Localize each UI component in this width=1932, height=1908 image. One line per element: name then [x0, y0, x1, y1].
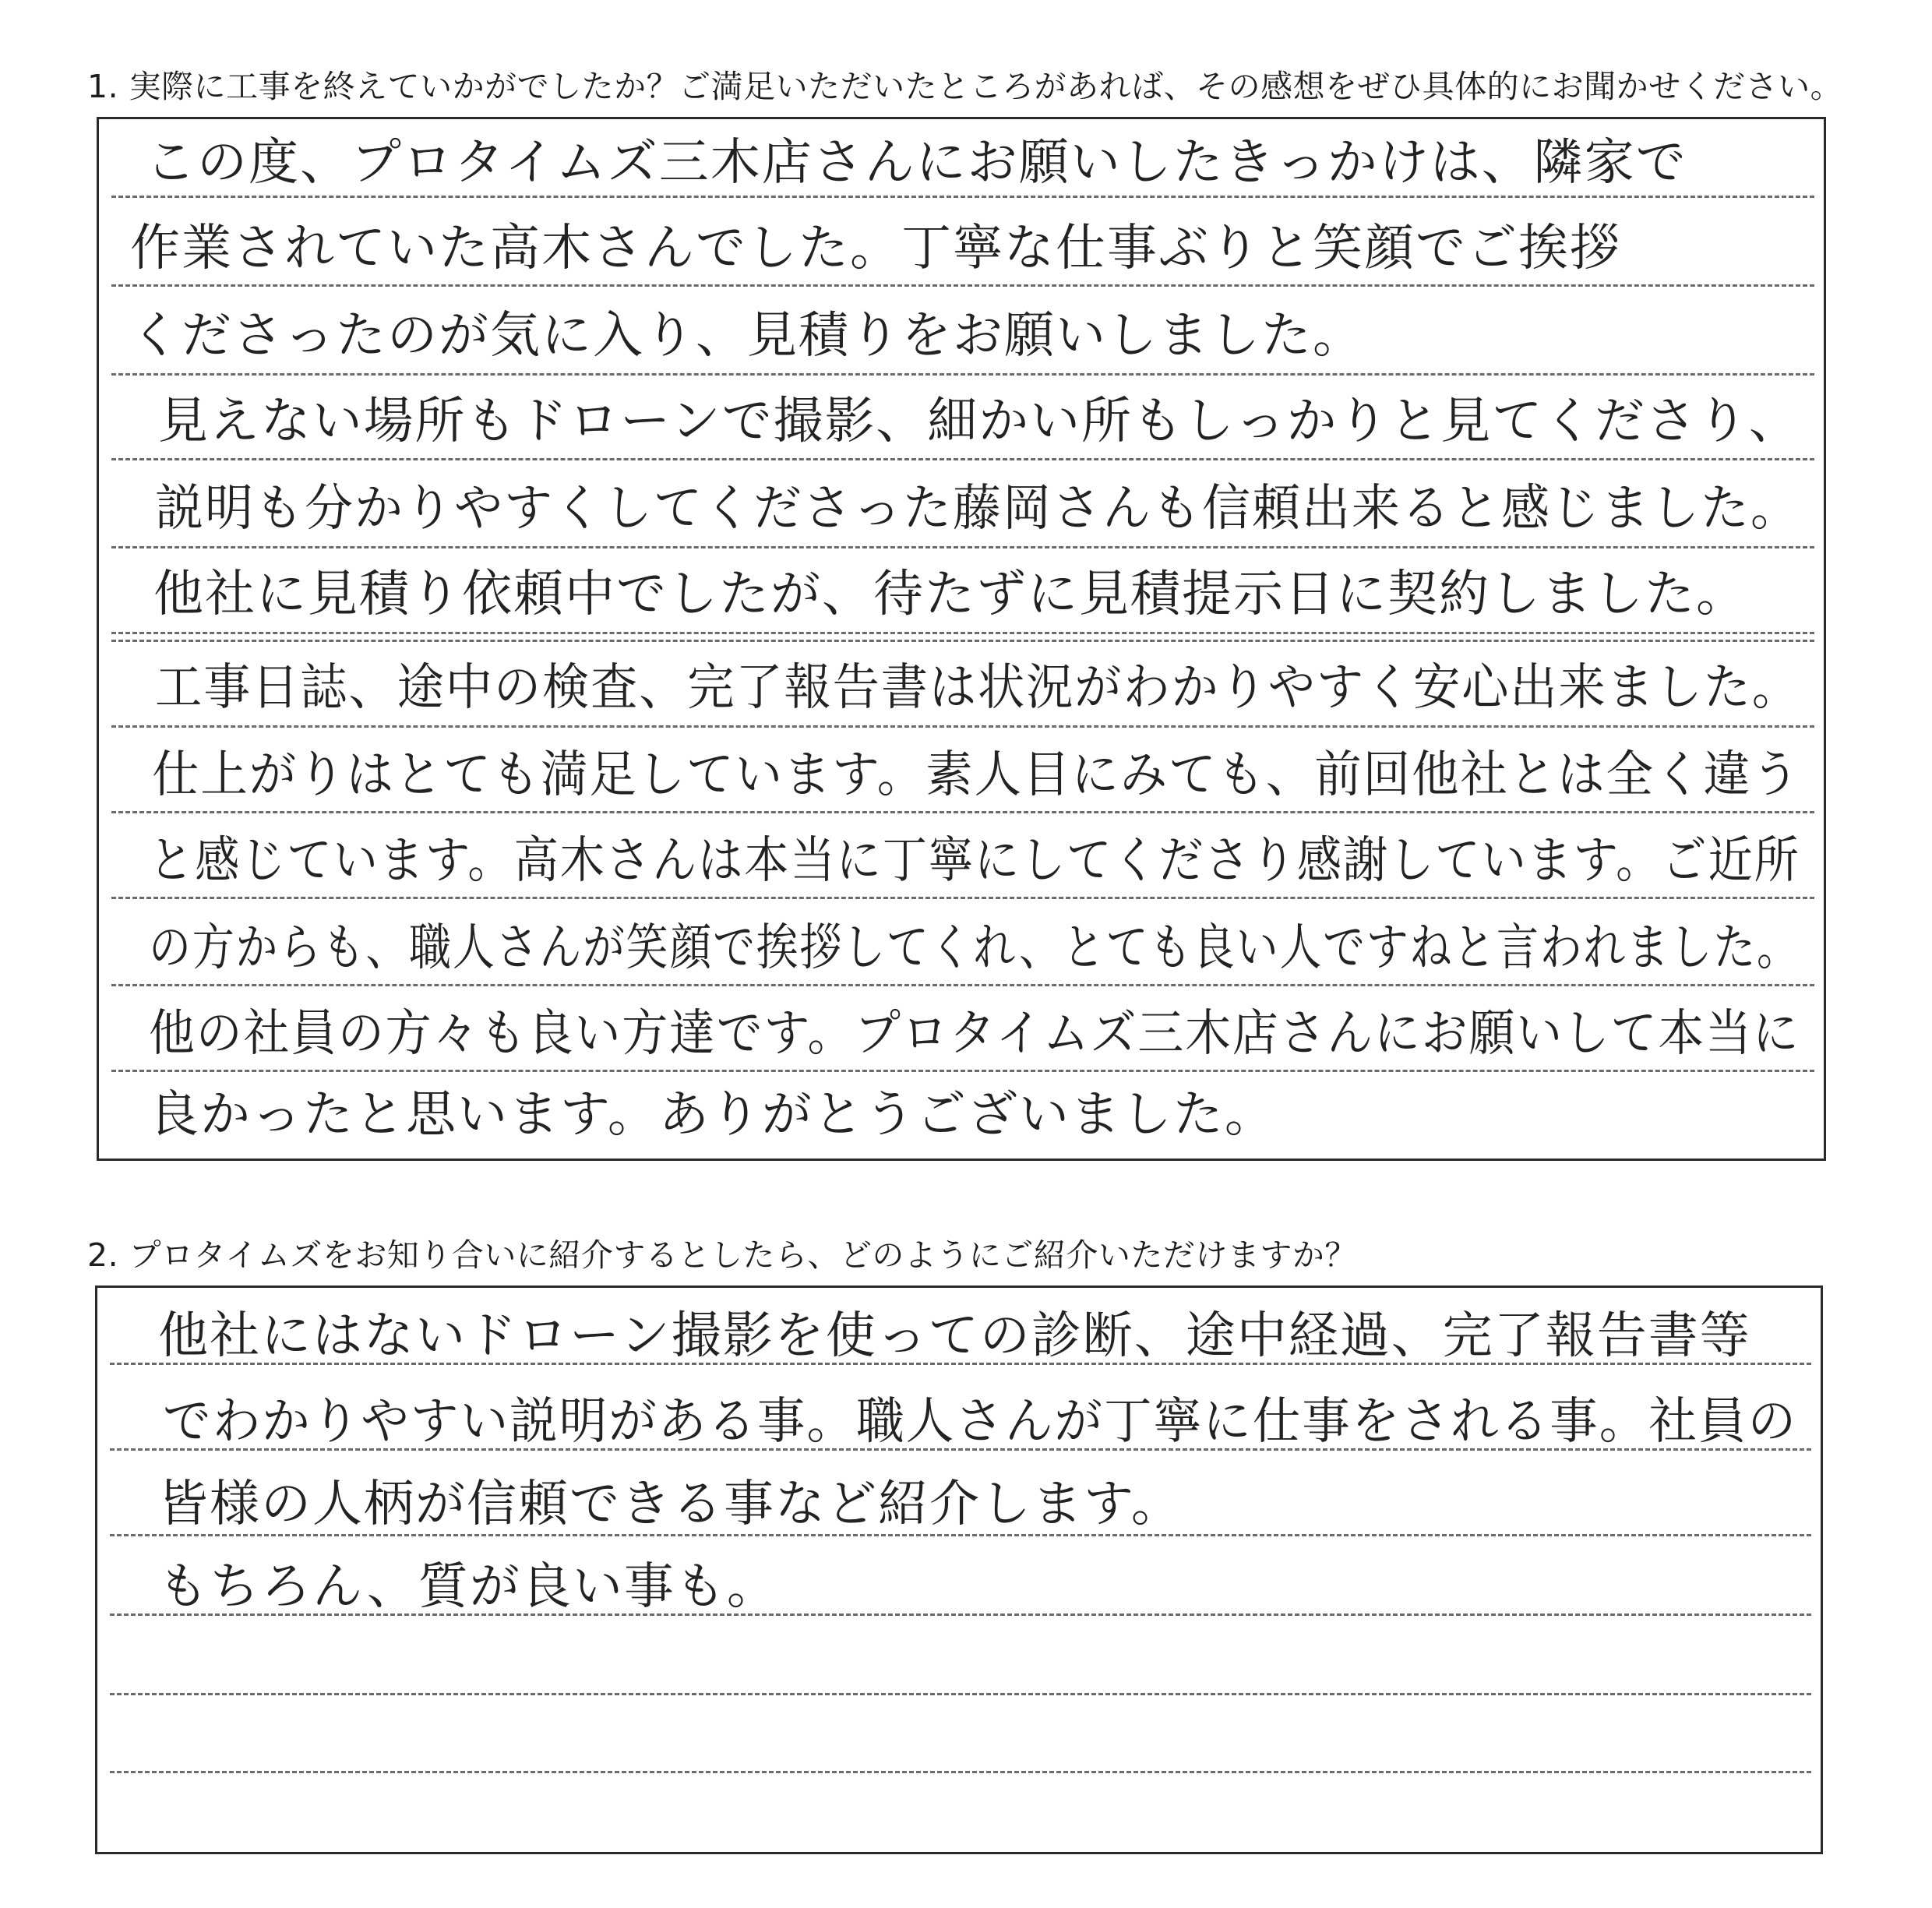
handwritten-line: 他の社員の方々も良い方達です。プロタイムズ三木店さんにお願いして本当に: [149, 1005, 1800, 1063]
ruled-line: [111, 640, 1814, 642]
handwritten-line: 説明も分かりやすくしてくださった藤岡さんも信頼出来ると感じました。: [155, 480, 1801, 538]
question-1-label: 1. 実際に工事を終えていかがでしたか？ご満足いただいたところがあれば、その感想をぜひ具体的にお聞かせください。: [87, 68, 1843, 105]
ruled-line: [111, 725, 1814, 728]
answer-1-box: [97, 117, 1826, 1161]
ruled-line: [111, 984, 1814, 986]
handwritten-line: 良かったと思います。ありがとうございました。: [149, 1086, 1276, 1144]
handwritten-line: 仕上がりはとても満足しています。素人目にみても、前回他社とは全く違う: [152, 746, 1800, 804]
handwritten-line: の方からも、職人さんが笑顔で挨拶してくれ、とても良い人ですねと言われました。: [149, 919, 1800, 977]
ruled-line: [110, 1771, 1811, 1773]
handwritten-line: と感じています。高木さんは本当に丁寧にしてくださり感謝しています。ご近所: [149, 832, 1800, 890]
ruled-line: [111, 1070, 1814, 1072]
ruled-line: [110, 1693, 1811, 1695]
handwritten-line: でわかりやすい説明がある事。職人さんが丁寧に仕事をされる事。社員の: [163, 1393, 1798, 1451]
ruled-line: [111, 546, 1814, 548]
handwritten-line: 作業されていた高木さんでした。丁寧な仕事ぶりと笑顔でご挨拶: [130, 220, 1621, 277]
handwritten-line: 皆様の人柄が信頼できる事など紹介します。: [158, 1476, 1183, 1533]
handwritten-line: もちろん、質が良い事も。: [158, 1558, 778, 1616]
handwritten-line: 他社にはないドローン撮影を使っての診断、途中経過、完了報告書等: [158, 1307, 1751, 1365]
answer-2-box: [95, 1286, 1823, 1854]
ruled-line: [111, 373, 1814, 376]
handwritten-line: 見えない場所もドローンで撮影、細かい所もしっかりと見てくださり、: [158, 393, 1800, 450]
handwritten-line: この度、プロタイムズ三木店さんにお願いしたきっかけは、隣家で: [146, 134, 1687, 192]
ruled-line: [111, 196, 1814, 198]
ruled-line: [111, 458, 1814, 460]
handwritten-line: 他社に見積り依頼中でしたが、待たずに見積提示日に契約しました。: [153, 566, 1747, 623]
ruled-line: [111, 897, 1814, 899]
handwritten-line: くださったのが気に入り、見積りをお願いしました。: [130, 307, 1364, 365]
ruled-line: [111, 632, 1814, 634]
handwritten-line: 工事日誌、途中の検査、完了報告書は状況がわかりやすく安心出来ました。: [155, 659, 1801, 717]
ruled-line: [111, 284, 1814, 287]
ruled-line: [111, 811, 1814, 813]
question-2-label: 2. プロタイムズをお知り合いに紹介するとしたら、どのようにご紹介いただけますか？: [87, 1236, 1357, 1274]
